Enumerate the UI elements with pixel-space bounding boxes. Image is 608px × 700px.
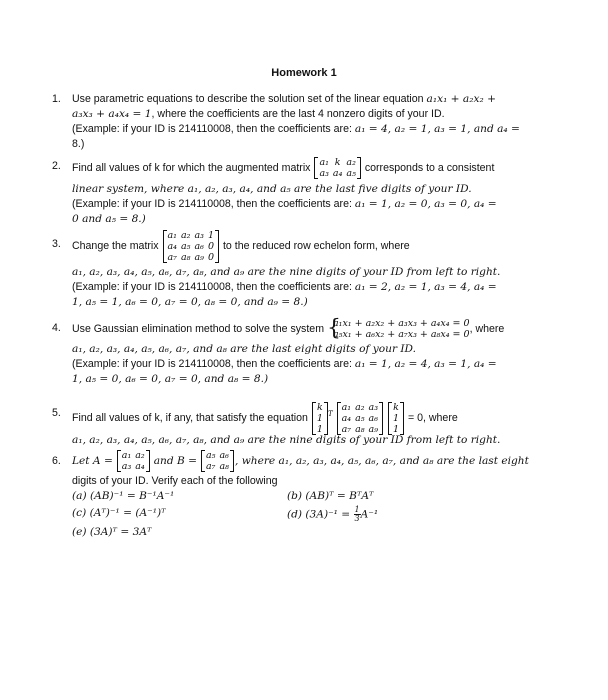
matrix-entry: 1 — [316, 412, 323, 424]
matrix-entry: k — [317, 401, 323, 413]
matrix-entry: 1 — [392, 423, 400, 435]
matrix-entry: a₁ — [121, 450, 132, 462]
part-c: (c) (Aᵀ)⁻¹ = (A⁻¹)ᵀ — [72, 507, 166, 519]
problem-number: 5. — [52, 407, 61, 419]
matrix-entry: a₂ — [346, 157, 356, 169]
coefficient-matrix — [163, 230, 220, 263]
matrix-entry: a₂ — [355, 401, 365, 413]
matrix-entry: a₅ — [181, 240, 191, 252]
matrix-entry: a₈ — [355, 423, 365, 435]
matrix-entry: a₇ — [205, 461, 216, 473]
part-e: (e) (3A)ᵀ = 3Aᵀ — [72, 526, 152, 538]
matrix-entry: 0 — [207, 251, 215, 263]
matrix-entry: a₆ — [368, 412, 379, 424]
vector-k-transpose — [312, 402, 328, 435]
matrix-entry: a₅ — [205, 450, 216, 462]
augmented-matrix — [314, 157, 360, 179]
problem-number: 6. — [52, 455, 61, 467]
matrix-entry: a₅ — [346, 168, 356, 180]
homework-page: Homework 1 1. Use parametric equations to describe the solution set of the linear equation a₁x₁ + a₂x₂ + a₃x₃ + a₄x₄ = 1, where the coefficients are the last 4 nonzero digits of your ID. (Example: if your ID is 214110008, then the coefficients are: a₁ = 4, a₂ = 1, a₃ = 1, and a₄ = 8.) 2. Find all values of k for which the augmented matrix a₁ k a₂ a₃ a₄ a₅ corresponds to a consistent linear system, where a₁, a₂, a₃, a₄, and a₅ are the last five digits of your ID. (Example: if your ID is 214110008, then the coefficients are: a₁ = 1, a₂ = 0, a₃ = 0, a₄ = 0 and a₅ = 8.) 3. Change the matrix a₁ a₂ a₃ 1 a₄ a₅ a₆ 0 a₇ a₈ a₉ 0 to the reduced row echelon form, where a₁, a₂, a₃, a₄, a₅, a₆, a₇, a₈, and a₉ are the nine digits of your ID from left to right. (Example: if your ID is 214110008, then the coefficients are: a₁ = 2, a₂ = 1, a₃ = 4, a₄ = 1, a₅ = 1, a₆ = 0, a₇ = 0, a₈ = 0, and a₉ = 8.) 4. Use Gaussian elimination method to solve the system { a₁x₁ + a₂x₂ + a₃x₃ + a₄x₄ = 0 a₅x₁ + a₆x₂ + a₇x₃ + a₈x₄ = 0 , where a₁, a₂, a₃, a₄, a₅, a₆, a₇, and a₈ are the last eight digits of your ID. (Example: if your ID is 214110008, then the coefficients are: a₁ = 1, a₂ = 4, a₃ = 1, a₄ = 1, a₅ = 0, a₆ = 0, a₇ = 0, and a₈ = 8.) 5. Find all values of k, if any, that satisfy the equation k 1 1 $^T$ a₁ a₂ a₃ a₄ a₅ a₆ a₇ a₈ a₉ k 1 1 = 0, where a₁, a₂, a₃, a₄, a₅, a₆, a₇, a₈, and a₉ are the nine digits of your ID from left to right. 6. Let A = a₁ a₂ a₃ a₄ and B = a₅ a₆ a₇ a₈ , where a₁, a₂, a₃, a₄, a₅, a₆, a₇, and a₈ are the last eight digits of your ID. Verify each of the following (a) (AB)⁻¹ = B⁻¹A⁻¹ (b) (AB)ᵀ = BᵀAᵀ (c) (Aᵀ)⁻¹ = (A⁻¹)ᵀ (d) (3A)⁻¹ = $\frac{1}{3}$ A⁻¹ (e) (3A)ᵀ = 3Aᵀ — [0, 0, 608, 700]
matrix-entry: a₂ — [135, 450, 145, 462]
matrix-entry: 1 — [392, 412, 400, 424]
matrix-entry: a₂ — [181, 229, 191, 241]
matrix-entry: k — [393, 401, 399, 413]
matrix-entry: a₁ — [319, 157, 329, 169]
matrix-entry: a₄ — [341, 412, 352, 424]
part-a: (a) (AB)⁻¹ = B⁻¹A⁻¹ — [72, 490, 175, 502]
matrix-entry: a₁ — [341, 401, 352, 413]
matrix-entry: k — [334, 157, 341, 169]
matrix-a — [117, 450, 150, 472]
matrix-entry: a₄ — [167, 240, 177, 252]
matrix-entry: a₉ — [368, 423, 379, 435]
coefficient-matrix — [337, 402, 383, 435]
matrix-entry: a₁ — [167, 229, 177, 241]
problem-number: 3. — [52, 238, 61, 250]
matrix-entry: a₈ — [181, 251, 191, 263]
problem-number: 4. — [52, 322, 61, 334]
matrix-entry: 1 — [316, 423, 323, 435]
matrix-entry: a₇ — [167, 251, 177, 263]
matrix-entry: 1 — [207, 229, 215, 241]
matrix-entry: a₆ — [219, 450, 229, 462]
matrix-entry: 0 — [207, 240, 215, 252]
vector-k — [388, 402, 404, 435]
fraction-one-third: $\frac{1}{3}$ — [354, 505, 360, 523]
matrix-entry: a₉ — [194, 251, 204, 263]
matrix-entry: a₄ — [332, 168, 343, 180]
problem-number: 1. — [52, 93, 61, 105]
problem-number: 2. — [52, 160, 61, 172]
page-title: Homework 1 — [271, 67, 337, 79]
matrix-entry: a₆ — [194, 240, 204, 252]
matrix-entry: a₃ — [194, 229, 204, 241]
part-b: (b) (AB)ᵀ = BᵀAᵀ — [287, 490, 374, 502]
equation: a₁x₁ + a₂x₂ + — [426, 93, 496, 105]
part-d: (d) (3A)⁻¹ = $\frac{1}{3}$ A⁻¹ — [287, 505, 379, 523]
matrix-entry: a₅ — [355, 412, 365, 424]
matrix-entry: a₄ — [135, 461, 145, 473]
matrix-entry: a₃ — [319, 168, 329, 180]
matrix-b — [201, 450, 234, 472]
matrix-entry: a₃ — [121, 461, 132, 473]
matrix-entry: a₃ — [368, 401, 379, 413]
matrix-entry: a₈ — [219, 461, 229, 473]
matrix-entry: a₇ — [341, 423, 352, 435]
linear-system: { a₁x₁ + a₂x₂ + a₃x₃ + a₄x₄ = 0 a₅x₁ + a₆x₂ + a₇x₃ + a₈x₄ = 0 — [326, 316, 470, 342]
